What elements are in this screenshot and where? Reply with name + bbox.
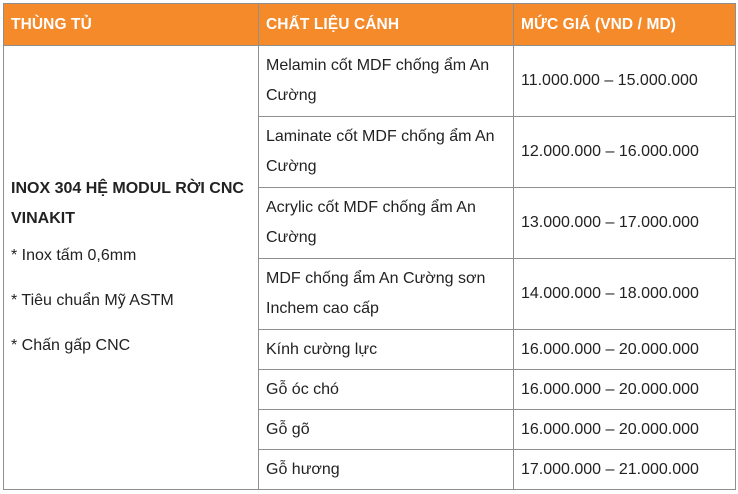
cabinet-spec: * Tiêu chuẩn Mỹ ASTM — [11, 292, 174, 309]
table-header-row — [4, 4, 736, 46]
material-cell: Acrylic cốt MDF chống ẩm An Cường — [259, 188, 514, 259]
material-cell: MDF chống ẩm An Cường sơn Inchem cao cấp — [259, 259, 514, 330]
material-cell: Gỗ hương — [259, 450, 514, 490]
price-cell: 12.000.000 – 16.000.000 — [514, 117, 736, 188]
cabinet-spec: * Chấn gấp CNC — [11, 337, 131, 354]
material-cell: Kính cường lực — [259, 330, 514, 370]
table-row — [4, 46, 736, 117]
material-cell: Gỗ gõ — [259, 410, 514, 450]
price-cell: 13.000.000 – 17.000.000 — [514, 188, 736, 259]
price-cell: 17.000.000 – 21.000.000 — [514, 450, 736, 490]
price-cell: 16.000.000 – 20.000.000 — [514, 370, 736, 410]
cabinet-cell — [4, 46, 259, 490]
material-cell: Gỗ óc chó — [259, 370, 514, 410]
cabinet-title: INOX 304 HỆ MODUL RỜI CNC VINAKIT — [11, 180, 244, 227]
price-cell: 11.000.000 – 15.000.000 — [514, 46, 736, 117]
material-cell: Laminate cốt MDF chống ẩm An Cường — [259, 117, 514, 188]
price-cell: 16.000.000 – 20.000.000 — [514, 410, 736, 450]
header-price: MỨC GIÁ (VND / MD) — [514, 4, 736, 46]
header-cabinet: THÙNG TỦ — [4, 4, 259, 46]
price-table — [3, 3, 736, 490]
header-door-material: CHẤT LIỆU CÁNH — [259, 4, 514, 46]
cabinet-spec: * Inox tấm 0,6mm — [11, 247, 137, 264]
material-cell: Melamin cốt MDF chống ẩm An Cường — [259, 46, 514, 117]
price-cell: 14.000.000 – 18.000.000 — [514, 259, 736, 330]
price-cell: 16.000.000 – 20.000.000 — [514, 330, 736, 370]
